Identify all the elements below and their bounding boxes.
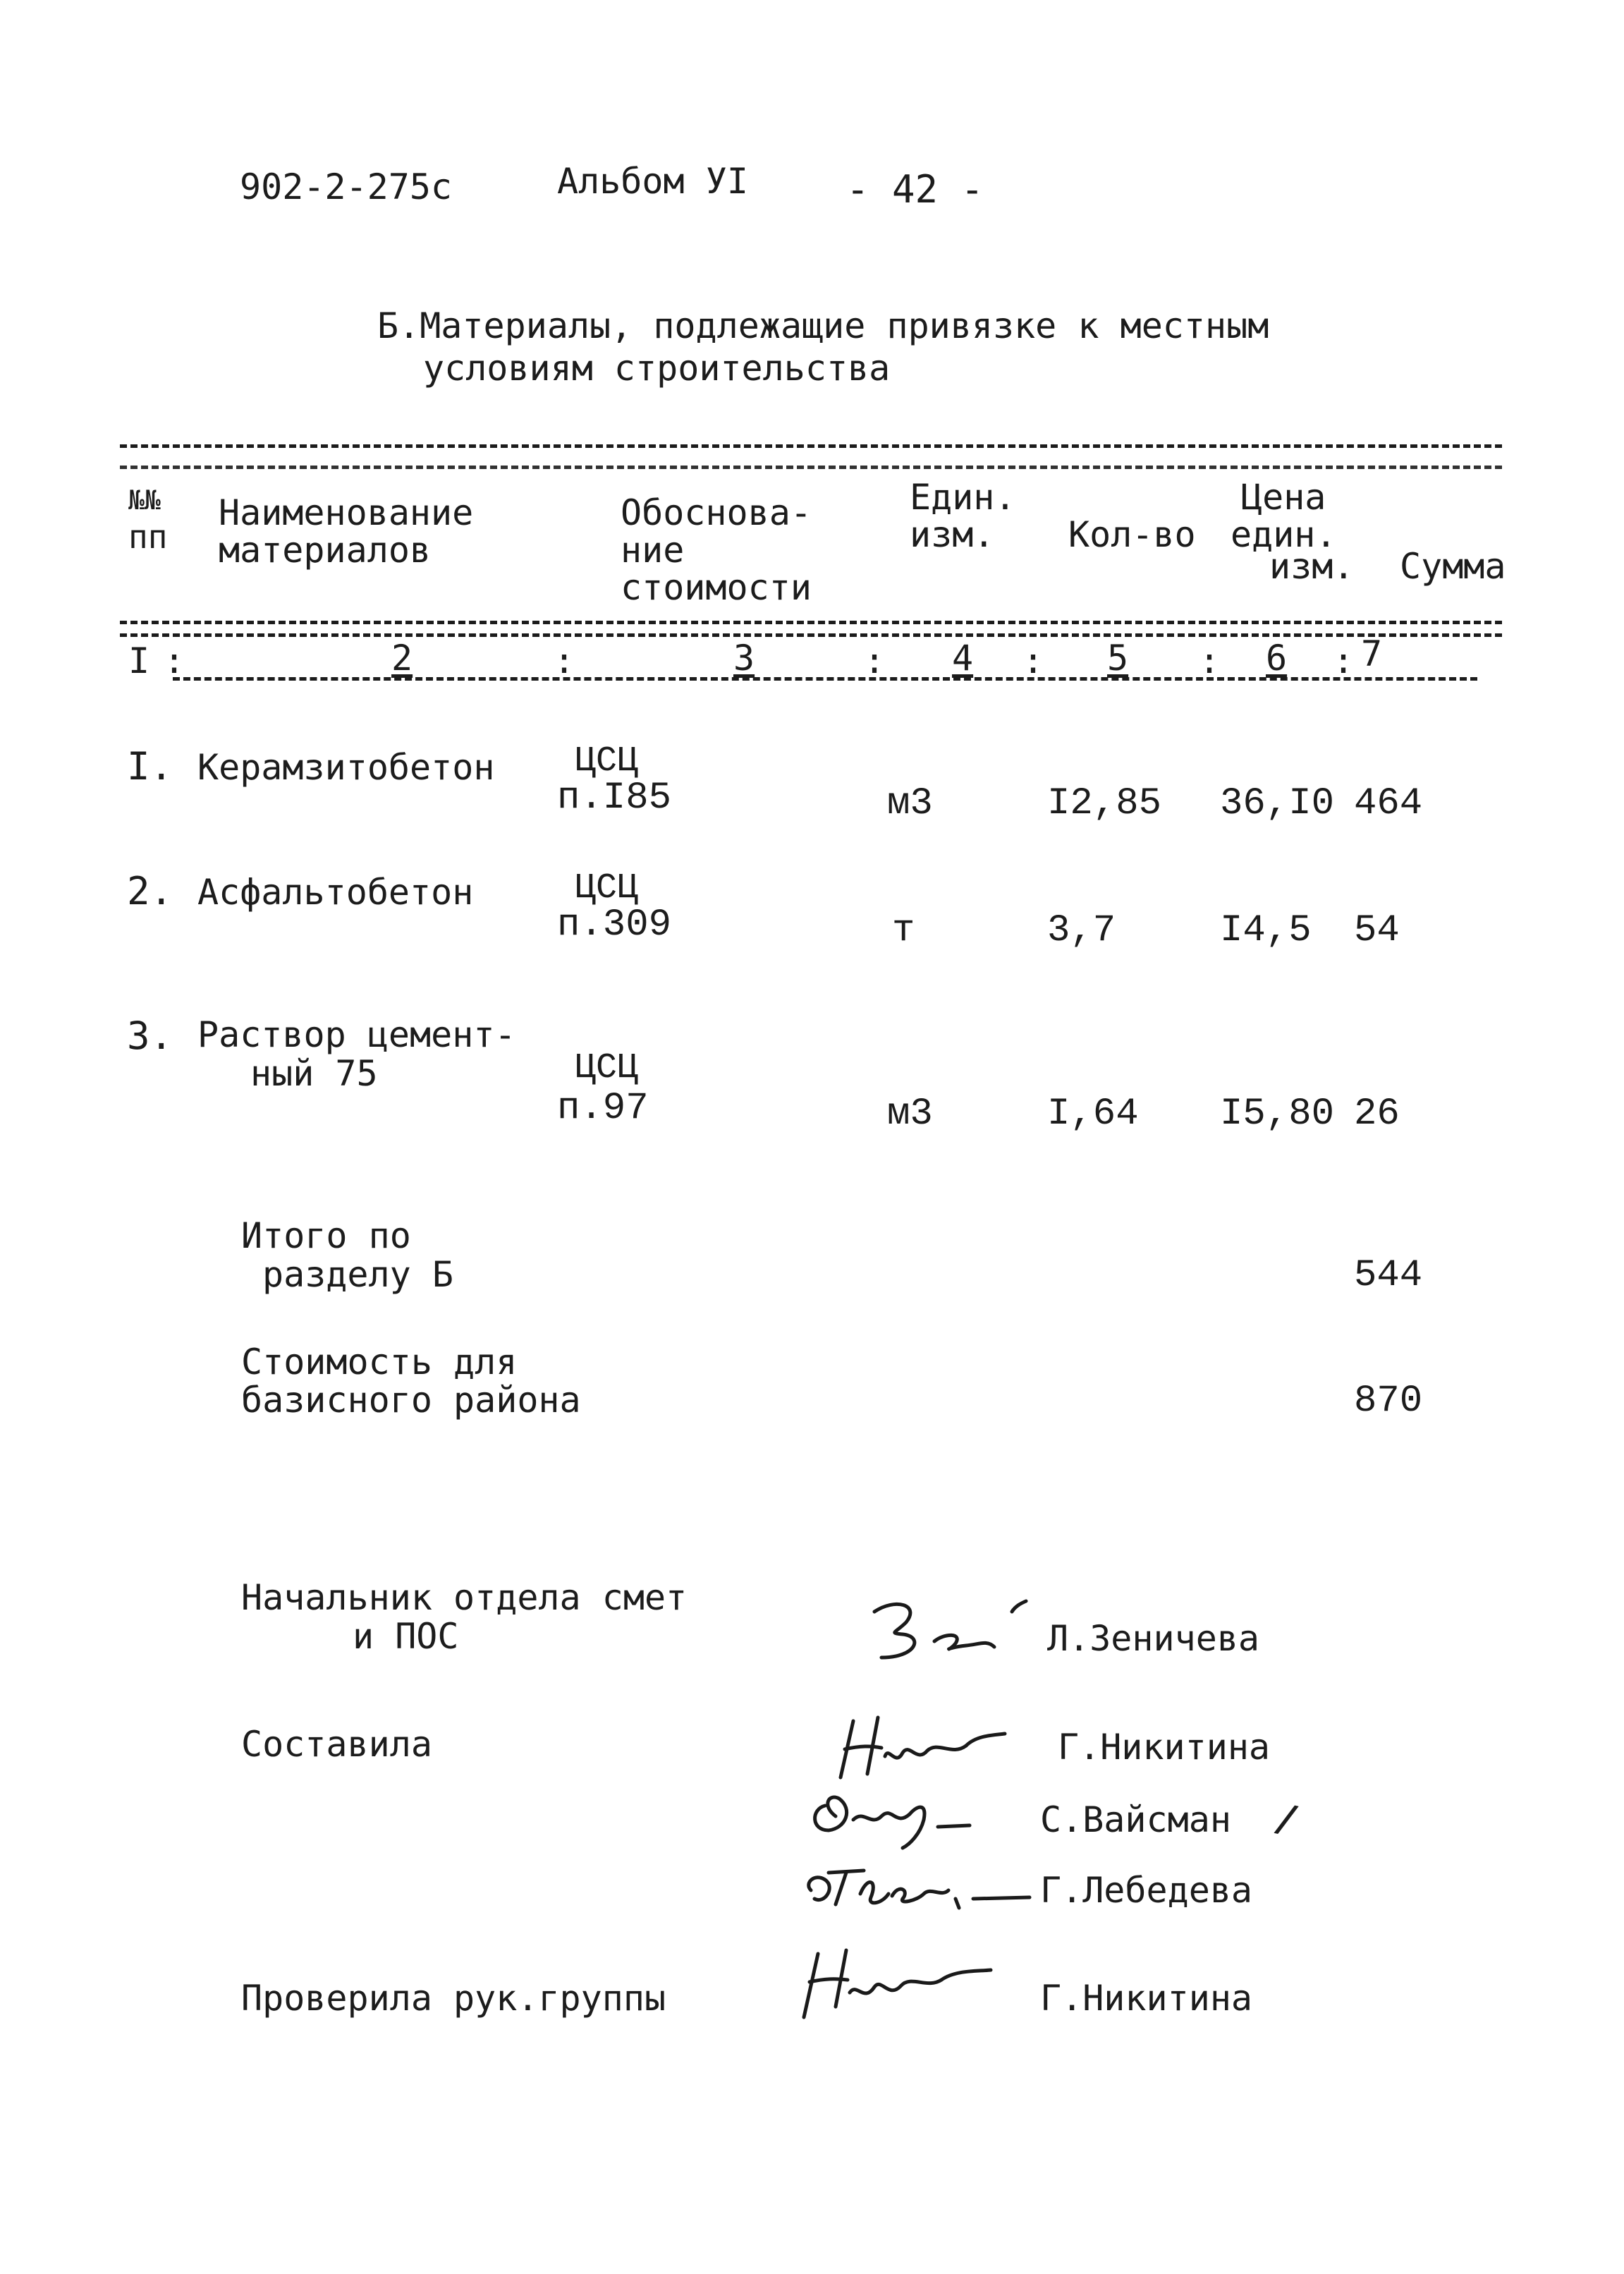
col-sep: : — [1022, 640, 1044, 681]
chief-title-line2: и ПОС — [353, 1616, 459, 1657]
base-cost-label-line2: базисного района — [241, 1380, 581, 1421]
album-label: Альбом УI — [557, 161, 748, 202]
row1-basis-line2: п.I85 — [557, 777, 672, 820]
col-num-2: 2 — [391, 638, 413, 679]
base-cost-value: 870 — [1354, 1380, 1423, 1423]
header-num-line2: пп — [128, 518, 168, 556]
row1-unit: м3 — [887, 782, 933, 825]
col-sep: : — [164, 640, 185, 681]
document-code: 902-2-275с — [240, 166, 453, 207]
header-num-line1: №№ — [128, 485, 161, 516]
col-sep: : — [864, 640, 886, 681]
row2-num: 2. — [127, 869, 173, 913]
col-sep: : — [1199, 640, 1221, 681]
compiled-name-1: Г.Никитина — [1058, 1727, 1271, 1768]
row2-qty: 3,7 — [1047, 909, 1116, 952]
section-total-label-line1: Итого по — [241, 1215, 411, 1256]
header-basis-line2: ние — [621, 530, 685, 571]
section-total-label-line2: разделу Б — [262, 1254, 453, 1295]
row2-unit: т — [892, 909, 915, 952]
header-unit-line2: изм. — [910, 514, 995, 555]
compiled-name-2: С.Вайсман — [1040, 1799, 1231, 1840]
header-price-line1: Цена — [1241, 477, 1326, 518]
signature-nikitina-1 — [832, 1707, 1015, 1784]
slash-mark: / — [1270, 1794, 1302, 1843]
row3-sum: 26 — [1354, 1093, 1400, 1136]
col-sep: : — [554, 640, 575, 681]
signature-nikitina-2 — [797, 1943, 1008, 2021]
section-title-line1: Б.Материалы, подлежащие привязке к местным — [377, 305, 1269, 346]
signature-lebedeva — [797, 1855, 1037, 1919]
row3-basis-line1: ЦСЦ — [575, 1048, 639, 1088]
col-num-1: I — [128, 640, 150, 681]
col-num-6: 6 — [1266, 638, 1288, 679]
row2-basis-line1: ЦСЦ — [575, 868, 639, 908]
col-num-7: 7 — [1361, 633, 1383, 674]
row2-basis-line2: п.309 — [557, 904, 672, 947]
header-name-line2: материалов — [219, 530, 432, 571]
header-name-line1: Наименование — [219, 492, 474, 533]
row3-name-line1: Раствор цемент- — [197, 1014, 516, 1055]
row2-price: I4,5 — [1220, 909, 1312, 952]
header-sum: Сумма — [1400, 546, 1506, 587]
row1-qty: I2,85 — [1047, 782, 1162, 825]
table-top-rule-2 — [120, 466, 1502, 469]
signature-zenicheva — [867, 1591, 1030, 1668]
row3-num: 3. — [127, 1014, 173, 1058]
row3-basis-line2: п.97 — [557, 1087, 649, 1130]
table-top-rule — [120, 444, 1502, 448]
row3-unit: м3 — [887, 1093, 933, 1136]
section-total-value: 544 — [1354, 1254, 1423, 1297]
checked-name: Г.Никитина — [1040, 1978, 1253, 2019]
col-num-4: 4 — [952, 638, 974, 679]
row1-price: 36,I0 — [1220, 782, 1335, 825]
row1-basis-line1: ЦСЦ — [575, 741, 639, 782]
row3-price: I5,80 — [1220, 1093, 1335, 1136]
header-price-line3: изм. — [1269, 546, 1355, 587]
col-num-3: 3 — [733, 638, 755, 679]
row1-name: Керамзитобетон — [197, 747, 495, 788]
chief-title-line1: Начальник отдела смет — [241, 1577, 688, 1618]
header-basis-line3: стоимости — [621, 567, 812, 608]
col-sep: : — [1333, 640, 1355, 681]
row3-qty: I,64 — [1047, 1093, 1139, 1136]
header-price-line2: един. — [1231, 514, 1337, 555]
header-bottom-rule-2 — [120, 633, 1502, 637]
column-number-rule — [173, 677, 1477, 681]
header-basis-line1: Обоснова- — [621, 492, 812, 533]
base-cost-label-line1: Стоимость для — [241, 1342, 518, 1382]
section-title-line2: условиям строительства — [423, 348, 891, 389]
row1-sum: 464 — [1354, 782, 1423, 825]
row2-name: Асфальтобетон — [197, 872, 474, 913]
row2-sum: 54 — [1354, 909, 1400, 952]
signature-vaisman — [804, 1777, 987, 1855]
col-num-5: 5 — [1107, 638, 1129, 679]
row3-name-line2: ный 75 — [250, 1053, 378, 1094]
chief-name: Л.Зеничева — [1047, 1618, 1260, 1659]
header-unit-line1: Един. — [910, 477, 1016, 518]
header-qty: Кол-во — [1068, 514, 1196, 555]
compiled-label: Составила — [241, 1724, 432, 1765]
row1-num: I. — [127, 744, 173, 789]
header-bottom-rule — [120, 621, 1502, 624]
compiled-name-3: Г.Лебедева — [1040, 1870, 1253, 1911]
page-number: - 42 - — [846, 167, 984, 212]
checked-label: Проверила рук.группы — [241, 1978, 666, 2019]
